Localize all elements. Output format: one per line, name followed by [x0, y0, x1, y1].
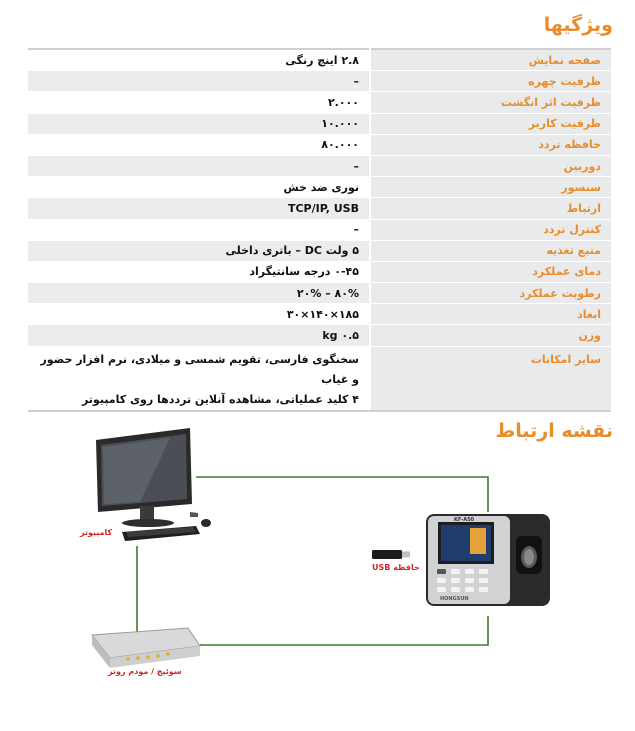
- spec-value: –: [28, 155, 370, 176]
- spec-value: kg ۰.۵: [28, 325, 370, 346]
- spec-row: [28, 198, 611, 219]
- spec-row: [28, 71, 611, 92]
- spec-label: ابعاد: [370, 304, 611, 325]
- spec-label: دوربین: [370, 155, 611, 176]
- spec-label: منبع تغذیه: [370, 240, 611, 261]
- spec-row: [28, 325, 611, 346]
- connection-diagram-svg: [0, 420, 635, 727]
- spec-row: [28, 134, 611, 155]
- computer-label: کامپیوتر: [80, 528, 113, 537]
- spec-row: [28, 283, 611, 304]
- spec-value: ۱۰.۰۰۰: [28, 113, 370, 134]
- spec-row: [28, 346, 611, 411]
- spec-label: صفحه نمایش: [370, 49, 611, 71]
- spec-label: ظرفیت اثر انگشت: [370, 92, 611, 113]
- spec-value: ۸۰.۰۰۰: [28, 134, 370, 155]
- specs-table: [28, 48, 611, 412]
- spec-value: ۲.۰۰۰: [28, 92, 370, 113]
- spec-row: [28, 92, 611, 113]
- spec-label: دمای عملکرد: [370, 261, 611, 282]
- spec-row: [28, 261, 611, 282]
- spec-label: حافظه تردد: [370, 134, 611, 155]
- spec-value: ۸۰% – ۲۰%: [28, 283, 370, 304]
- spec-label: سنسور: [370, 177, 611, 198]
- line-computer-device: [196, 477, 488, 512]
- spec-label: ظرفیت کاربر: [370, 113, 611, 134]
- computer-icon: [96, 428, 211, 541]
- spec-row: [28, 155, 611, 176]
- attendance-device-icon: [426, 514, 550, 606]
- router-label: سوئیچ / مودم روتر: [108, 667, 182, 676]
- spec-label: کنترل تردد: [370, 219, 611, 240]
- connection-map-title: نقشه ارتباط: [495, 420, 613, 442]
- spec-label: رطوبت عملکرد: [370, 283, 611, 304]
- spec-value: ۲.۸ اینچ رنگی: [28, 49, 370, 71]
- spec-value: [28, 346, 370, 411]
- spec-label: ارتباط: [370, 198, 611, 219]
- device-model-text: KF-A50: [454, 517, 475, 523]
- spec-row: [28, 304, 611, 325]
- spec-value-line: سخنگوی فارسی، تقویم شمسی و میلادی، نرم افزار حضور و غیاب: [40, 352, 359, 386]
- spec-value: –: [28, 71, 370, 92]
- line-router-device: [200, 616, 488, 645]
- spec-label: وزن: [370, 325, 611, 346]
- spec-row: [28, 113, 611, 134]
- spec-value: –: [28, 219, 370, 240]
- usb-drive-icon: [372, 550, 410, 559]
- spec-row: [28, 219, 611, 240]
- spec-value-line: ۴ کلید عملیاتی، مشاهده آنلاین ترددها روی کامپیوتر: [81, 392, 359, 406]
- spec-value: TCP/IP, USB: [28, 198, 370, 219]
- connection-diagram: [0, 420, 635, 727]
- spec-row: [28, 240, 611, 261]
- device-brand-text: HONGSUN: [440, 596, 469, 602]
- computer-tower-icon: [190, 512, 198, 517]
- spec-label: ظرفیت چهره: [370, 71, 611, 92]
- features-title: ویژگیها: [543, 14, 613, 36]
- usb-label: حافظه USB: [372, 563, 420, 572]
- spec-label: سایر امکانات: [370, 346, 611, 411]
- router-icon: [92, 628, 200, 668]
- spec-value: ۱۸۵×۱۴۰×۳۰: [28, 304, 370, 325]
- spec-value: ۵ ولت DC – باتری داخلی: [28, 240, 370, 261]
- spec-value: ۰-۴۵ درجه سانتیگراد: [28, 261, 370, 282]
- spec-value: نوری ضد خش: [28, 177, 370, 198]
- spec-row: [28, 49, 611, 71]
- spec-row: [28, 177, 611, 198]
